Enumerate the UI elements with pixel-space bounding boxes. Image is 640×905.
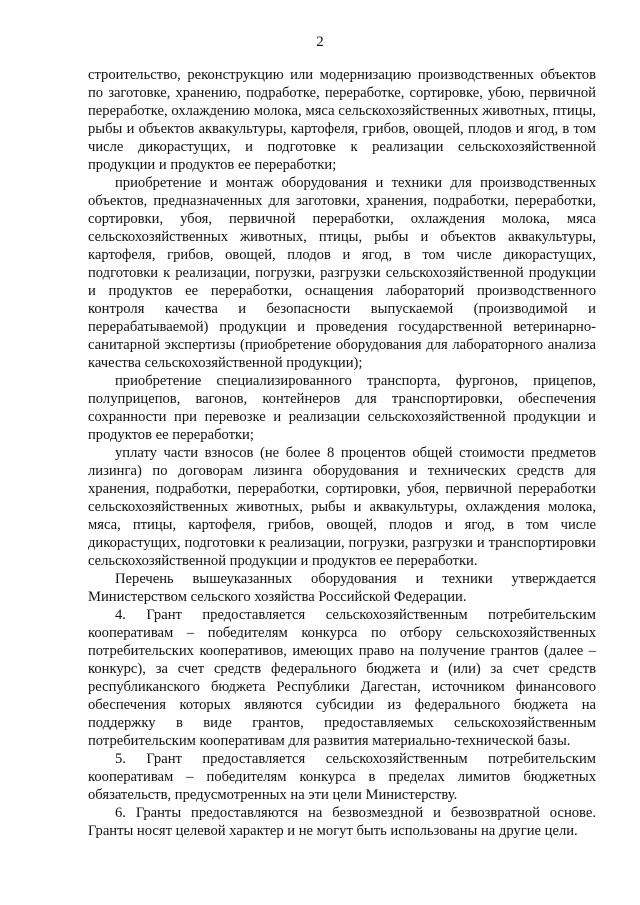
paragraph-construction: строительство, реконструкцию или модернизацию производственных объектов по заготовке, хранению, подработке, переработке, сортировке, убою, первичной переработке, охлаждению молока, мяса сельскохозяйственных животных, птицы, рыбы и объектов аквакультуры, картофеля, грибов, овощей, плодов и ягод, в том числе дикорастущих, и подготовке к реализации сельскохозяйственной продукции и продуктов ее переработки; (88, 67, 596, 173)
paragraph-item-6: 6. Гранты предоставляются на безвозмездной и безвозвратной основе. Гранты носят целевой характер и не могут быть использованы на другие цели. (88, 805, 596, 839)
paragraph-equipment-list: Перечень вышеуказанных оборудования и техники утверждается Министерством сельского хозяйства Российской Федерации. (88, 571, 596, 605)
paragraph-equipment: приобретение и монтаж оборудования и техники для производственных объектов, предназначенных для заготовки, хранения, подработки, переработки, сортировки, убоя, первичной переработки, охлаждения молока, мяса сельскохозяйственных животных, птицы, рыбы и объектов аквакультуры, картофеля, грибов, овощей, плодов и ягод, в том числе дикорастущих, подготовки к реализации, погрузки, разгрузки сельскохозяйственной продукции и продуктов ее переработки, оснащения лабораторий производственного контроля качества и безопасности выпускаемой (производимой и перерабатываемой) продукции и проведения государственной ветеринарно-санитарной экспертизы (приобретение оборудования для лабораторного анализа качества сельскохозяйственной продукции); (88, 175, 596, 371)
paragraph-item-5: 5. Грант предоставляется сельскохозяйственным потребительским кооперативам – победителям конкурса в пределах лимитов бюджетных обязательств, предусмотренных на эти цели Министерству. (88, 751, 596, 803)
paragraph-leasing: уплату части взносов (не более 8 процентов общей стоимости предметов лизинга) по договорам лизинга оборудования и технических средств для хранения, подработки, переработки, сортировки, убоя, первичной переработки сельскохозяйственных животных, рыбы и аквакультуры, охлаждения молока, мяса, птицы, картофеля, грибов, овощей, плодов и ягод, в том числе дикорастущих, подготовки к реализации, погрузки, разгрузки и транспортировки сельскохозяйственной продукции и продуктов ее переработки. (88, 445, 596, 569)
paragraph-transport: приобретение специализированного транспорта, фургонов, прицепов, полуприцепов, вагонов, контейнеров для транспортировки, обеспечения сохранности при перевозке и реализации сельскохозяйственной продукции и продуктов ее переработки; (88, 373, 596, 443)
document-body (88, 66, 596, 840)
paragraph-item-4: 4. Грант предоставляется сельскохозяйственным потребительским кооперативам – победителям конкурса по отбору сельскохозяйственных потребительских кооперативов, имеющих право на получение грантов (далее – конкурс), за счет средств федерального бюджета и (или) за счет средств республиканского бюджета Республики Дагестан, источником финансового обеспечения которых являются субсидии из федерального бюджета на поддержку в виде грантов, предоставляемых сельскохозяйственным потребительским кооперативам для развития материально-технической базы. (88, 607, 596, 749)
page-number: 2 (316, 34, 324, 50)
